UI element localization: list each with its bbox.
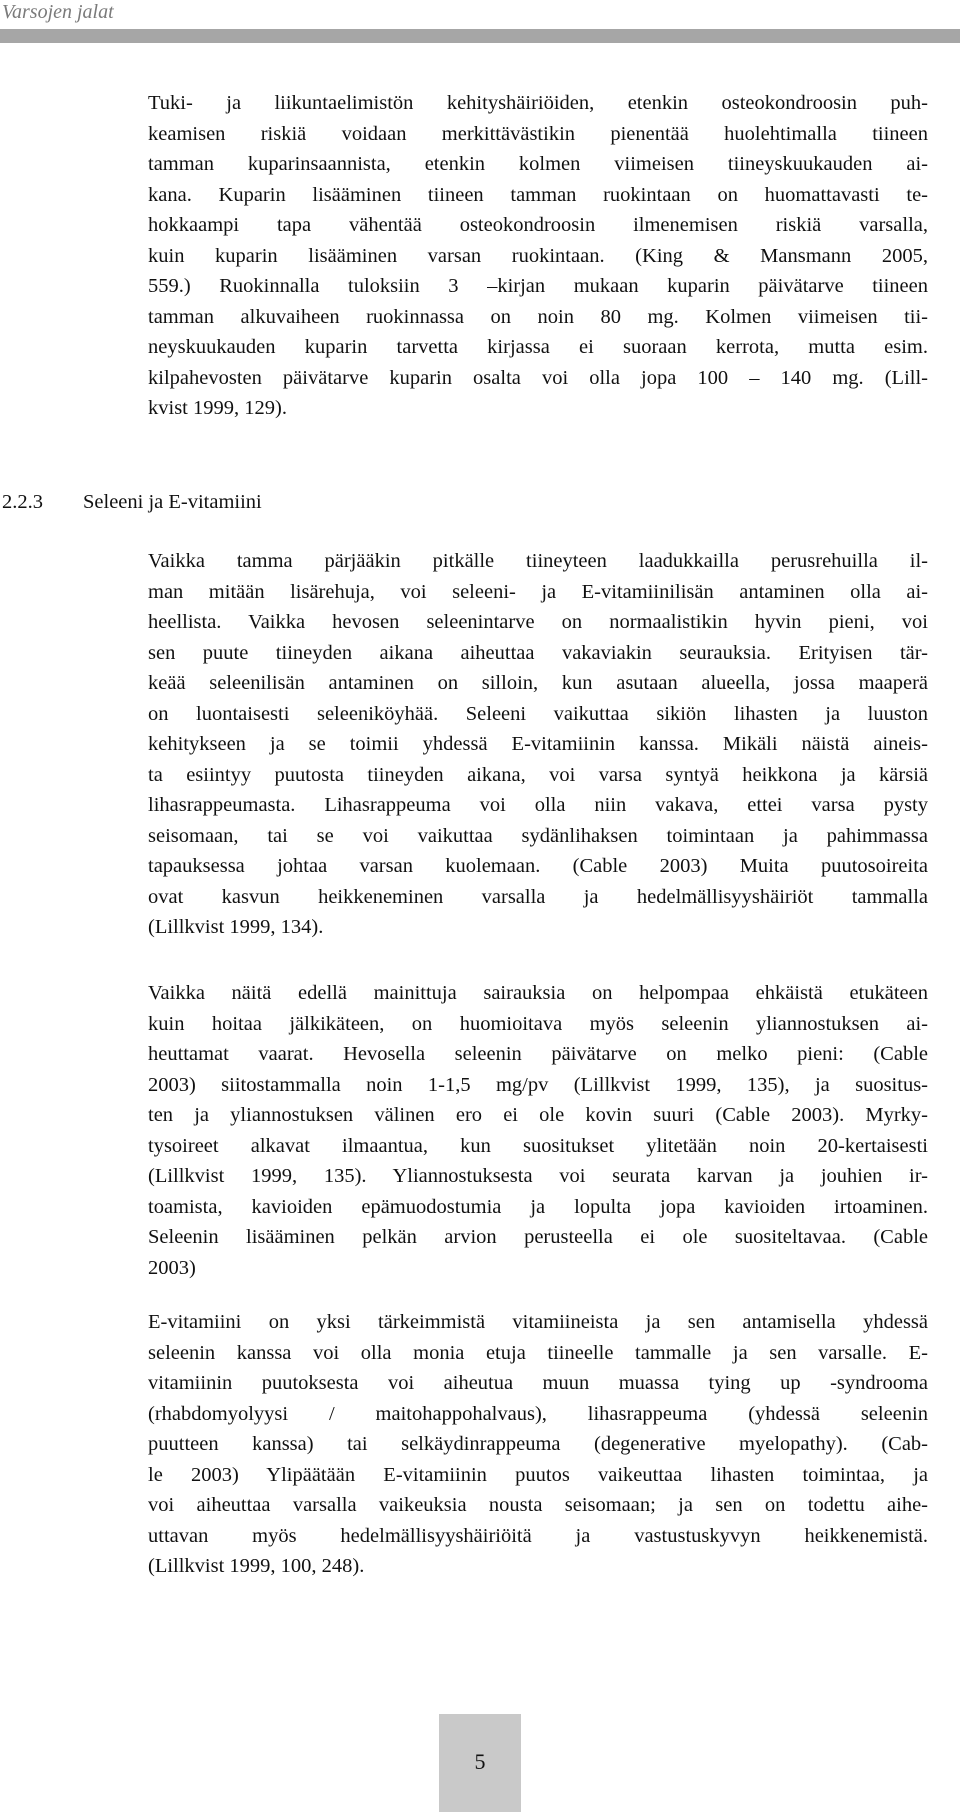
text-line: 559.) Ruokinnalla tuloksiin 3 –kirjan mukaan kuparin päivätarve tiineen	[148, 275, 928, 297]
paragraph-selenium-intro	[148, 546, 928, 943]
text-line: le 2003) Ylipäätään E-vitamiinin puutos vaikeuttaa lihasten toimintaa, ja	[148, 1463, 928, 1486]
text-line: tapauksessa johtaa varsan kuolemaan. (Cable 2003) Muita puutosoireita	[148, 855, 928, 877]
text-line: heuttamat vaarat. Hevosella seleenin päivätarve on melko pieni: (Cable	[148, 1043, 928, 1065]
text-line: ten ja yliannostuksen välinen ero ei ole kovin suuri (Cable 2003). Myrky-	[148, 1104, 928, 1126]
text-line: tamman alkuvaiheen ruokinnassa on noin 80 mg. Kolmen viimeisen tii-	[148, 305, 928, 328]
text-line: seisomaan, tai se voi vaikuttaa sydänlihaksen toimintaan ja pahimmassa	[148, 824, 928, 847]
text-line: on luontaisesti seleeniköyhää. Seleeni vaikuttaa sikiön lihasten ja luuston	[148, 702, 928, 725]
page-number-box	[439, 1714, 521, 1812]
text-line: kuin kuparin lisääminen varsan ruokintaan. (King & Mansmann 2005,	[148, 244, 928, 267]
text-line: voi aiheuttaa varsalla vaikeuksia nousta seisomaan; ja sen on todettu aihe-	[148, 1494, 928, 1516]
text-line: kuin hoitaa jälkikäteen, on huomioitava myös seleenin yliannostuksen ai-	[148, 1012, 928, 1035]
page-number: 5	[474, 1749, 486, 1774]
text-line: keää seleenilisän antaminen on silloin, kun asutaan alueella, jossa maaperä	[148, 672, 928, 694]
paragraph-vitamin-e	[148, 1307, 928, 1582]
text-line: sen puute tiineyden aikana aiheuttaa vakaviakin seurauksia. Erityisen tär-	[148, 641, 928, 664]
text-line: tamman kuparinsaannista, etenkin kolmen viimeisen tiineyskuukauden ai-	[148, 153, 928, 175]
text-line: Seleenin lisääminen pelkän arvion perusteella ei ole suositeltavaa. (Cable	[148, 1226, 928, 1248]
text-line: Tuki- ja liikuntaelimistön kehityshäiriöiden, etenkin osteokondroosin puh-	[148, 92, 928, 114]
paragraph-copper	[148, 88, 928, 424]
section-title: Seleeni ja E-vitamiini	[83, 491, 262, 513]
text-line: kehitykseen ja se toimii yhdessä E-vitamiinin kanssa. Mikäli näistä aineis-	[148, 733, 928, 755]
text-line: (Lillkvist 1999, 135). Yliannostuksesta voi seurata karvan ja jouhien ir-	[148, 1165, 928, 1187]
text-line: seleenin kanssa voi olla monia etuja tiineelle tammalle ja sen varsalle. E-	[148, 1341, 928, 1364]
text-line: kilpahevosten päivätarve kuparin osalta voi olla jopa 100 – 140 mg. (Lill-	[148, 366, 928, 389]
text-line: 2003) siitostammalla noin 1-1,5 mg/pv (Lillkvist 1999, 135), ja suositus-	[148, 1073, 928, 1096]
text-line: kvist 1999, 129).	[148, 397, 287, 419]
text-line: vitamiinin puutoksesta voi aiheutua muun muassa tying up -syndrooma	[148, 1372, 928, 1394]
text-line: neyskuukauden kuparin tarvetta kirjassa ei suoraan kerrota, mutta esim.	[148, 336, 928, 358]
section-heading	[2, 487, 262, 517]
text-line: ovat kasvun heikkeneminen varsalla ja hedelmällisyyshäiriöt tammalla	[148, 885, 928, 908]
text-line: Vaikka tamma pärjääkin pitkälle tiineyteen laadukkailla perusrehuilla il-	[148, 550, 928, 572]
text-line: uttavan myös hedelmällisyyshäiriöitä ja vastustuskyvyn heikkenemistä.	[148, 1524, 928, 1547]
text-line: keamisen riskiä voidaan merkittävästikin pienentää huolehtimalla tiineen	[148, 122, 928, 145]
text-line: toamista, kavioiden epämuodostumia ja lopulta jopa kavioiden irtoaminen.	[148, 1195, 928, 1218]
text-line: tysoireet alkavat ilmaantua, kun suositukset ylitetään noin 20-kertaisesti	[148, 1134, 928, 1157]
header-rule	[0, 29, 960, 43]
paragraph-selenium-overdose	[148, 978, 928, 1283]
text-line: (Lillkvist 1999, 100, 248).	[148, 1555, 365, 1577]
text-line: hokkaampi tapa vähentää osteokondroosin ilmenemisen riskiä varsalla,	[148, 214, 928, 236]
text-line: man mitään lisärehuja, voi seleeni- ja E-vitamiinilisän antaminen olla ai-	[148, 580, 928, 603]
text-line: 2003)	[148, 1256, 196, 1279]
text-line: heellista. Vaikka hevosen seleenintarve on normaalistikin hyvin pieni, voi	[148, 611, 928, 633]
text-line: E-vitamiini on yksi tärkeimmistä vitamiineista ja sen antamisella yhdessä	[148, 1311, 928, 1333]
running-header-title: Varsojen jalat	[2, 1, 114, 23]
text-line: puutteen kanssa) tai selkäydinrappeuma (degenerative myelopathy). (Cab-	[148, 1433, 928, 1455]
text-line: lihasrappeumasta. Lihasrappeuma voi olla niin vakava, ettei varsa pysty	[148, 794, 928, 816]
text-line: (Lillkvist 1999, 134).	[148, 916, 324, 938]
text-line: ta esiintyy puutosta tiineyden aikana, voi varsa syntyä heikkona ja kärsiä	[148, 763, 928, 786]
text-line: Vaikka näitä edellä mainittuja sairauksia on helpompaa ehkäistä etukäteen	[148, 982, 928, 1004]
text-line: (rhabdomyolyysi / maitohappohalvaus), lihasrappeuma (yhdessä seleenin	[148, 1402, 928, 1425]
section-number: 2.2.3	[2, 491, 43, 513]
text-line: kana. Kuparin lisääminen tiineen tamman ruokintaan on huomattavasti te-	[148, 183, 928, 206]
